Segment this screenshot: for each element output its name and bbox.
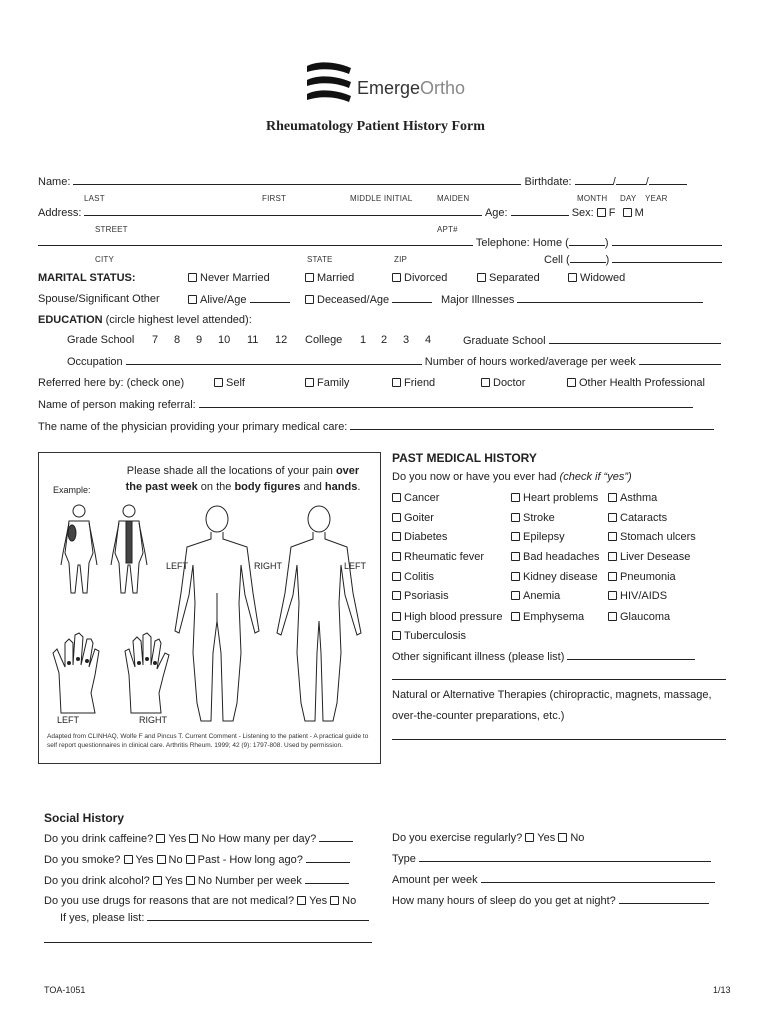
referral-self-label: Self	[226, 377, 245, 389]
education-label: EDUCATION	[38, 314, 103, 326]
telephone-label: Telephone: Home (	[475, 237, 569, 249]
other-illness-label: Other significant illness (please list)	[392, 651, 565, 663]
logo-word-b: Ortho	[420, 78, 466, 98]
college-2[interactable]: 2	[381, 334, 388, 346]
sub-state: STATE	[307, 255, 333, 264]
page-title: Rheumatology Patient History Form	[266, 119, 485, 134]
sub-day: DAY	[620, 194, 637, 203]
education-label-rest: (circle highest level attended):	[102, 314, 252, 326]
pmh-cataracts-checkbox[interactable]	[608, 513, 617, 522]
home-phone-field[interactable]	[612, 236, 722, 246]
sub-first: FIRST	[262, 194, 287, 203]
left-hand-icon	[53, 633, 99, 713]
drugs-list-field-2[interactable]	[44, 933, 372, 943]
sleep-label: How many hours of sleep do you get at night?	[392, 895, 616, 907]
exercise-no-label: No	[570, 832, 585, 844]
referral-doctor-label: Doctor	[493, 377, 526, 389]
grade-8[interactable]: 8	[174, 334, 181, 346]
sex-label: Sex:	[571, 207, 594, 219]
marital-married-label: Married	[317, 272, 355, 284]
telephone-paren: )	[604, 237, 609, 249]
pmh-anemia-label: Anemia	[523, 590, 561, 602]
address-label: Address:	[38, 207, 82, 219]
birth-year-field[interactable]	[649, 175, 687, 185]
occupation-field[interactable]	[126, 355, 422, 365]
hand-right-label: RIGHT	[139, 715, 167, 725]
college-4[interactable]: 4	[425, 334, 432, 346]
pmh-rheumatic-checkbox[interactable]	[392, 552, 401, 561]
pmh-ulcers-label: Stomach ulcers	[620, 531, 696, 543]
pmh-anemia-checkbox[interactable]	[511, 591, 520, 600]
smoke-label: Do you smoke?	[44, 854, 121, 866]
example-front-figure-icon	[61, 505, 97, 593]
cell-label: Cell (	[544, 254, 570, 266]
pmh-cataracts-label: Cataracts	[620, 512, 668, 524]
physician-label: The name of the physician providing your primary medical care:	[38, 421, 348, 433]
back-left-label: LEFT	[166, 561, 189, 571]
citation: Adapted from CLINHAQ, Wolfe F and Pincus T. Current Comment - Listening to the patient - A practical guide to self report questionnaires in clinical care. Arthritis Rheum. 1999; 42 (9): 1797-808. Used by permission.	[47, 733, 369, 749]
pmh-headaches-label: Bad headaches	[523, 551, 600, 563]
phone-area-field[interactable]	[569, 236, 605, 246]
grade-11[interactable]: 11	[247, 334, 259, 346]
pmh-glaucoma-label: Glaucoma	[620, 611, 671, 623]
pmh-hbp-checkbox[interactable]	[392, 612, 401, 621]
spouse-label: Spouse/Significant Other	[38, 293, 160, 305]
sub-middle: MIDDLE INITIAL	[350, 194, 413, 203]
cell-paren: )	[605, 254, 610, 266]
logo-word-a: Emerge	[357, 78, 421, 98]
pmh-heart-checkbox[interactable]	[511, 493, 520, 502]
body-figures-drawing[interactable]	[39, 453, 380, 733]
pmh-diabetes-label: Diabetes	[404, 531, 448, 543]
referral-family-label: Family	[317, 377, 350, 389]
grade-10[interactable]: 10	[218, 334, 231, 346]
pmh-stroke-checkbox[interactable]	[511, 513, 520, 522]
pmh-pneumonia-checkbox[interactable]	[608, 572, 617, 581]
marital-status-label: MARITAL STATUS:	[38, 272, 136, 284]
drugs-list-field[interactable]	[147, 911, 369, 921]
example-back-figure-icon	[111, 505, 147, 593]
smoke-past-label: Past - How long ago?	[197, 854, 303, 866]
grade-7[interactable]: 7	[152, 334, 159, 346]
referral-doctor-checkbox[interactable]	[481, 378, 490, 387]
pmh-kidney-checkbox[interactable]	[511, 572, 520, 581]
alcohol-no-label: No	[197, 875, 212, 887]
marital-married-checkbox[interactable]	[305, 273, 314, 282]
pmh-colitis-label: Colitis	[404, 571, 434, 583]
pmh-epilepsy-checkbox[interactable]	[511, 532, 520, 541]
other-illness-field-2[interactable]	[392, 670, 726, 680]
occupation-label: Occupation	[67, 356, 123, 368]
sub-apt: APT#	[437, 225, 458, 234]
instr-period: .	[357, 481, 361, 493]
pmh-intro: Do you now or have you ever had	[392, 471, 560, 483]
spouse-alive-label: Alive/Age	[200, 294, 247, 306]
instr-over: over	[335, 465, 360, 477]
grade-9[interactable]: 9	[196, 334, 203, 346]
age-field[interactable]	[511, 206, 569, 216]
pmh-hbp-label: High blood pressure	[404, 611, 503, 623]
age-label: Age:	[484, 207, 508, 219]
graduate-school-field[interactable]	[549, 334, 721, 344]
exercise-yes-checkbox[interactable]	[525, 833, 534, 842]
pmh-tuberculosis-label: Tuberculosis	[404, 630, 466, 642]
pmh-hiv-label: HIV/AIDS	[620, 590, 668, 602]
referral-name-field[interactable]	[199, 398, 693, 408]
instr-1: Please shade all the locations of your pain	[126, 465, 336, 477]
drugs-no-label: No	[342, 895, 357, 907]
caffeine-yes-checkbox[interactable]	[156, 834, 165, 843]
marital-widowed-label: Widowed	[580, 272, 626, 284]
caffeine-no-label: No	[201, 833, 216, 845]
natural-therapies-field[interactable]	[392, 730, 726, 740]
birthdate-label: Birthdate:	[524, 176, 572, 188]
alcohol-label: Do you drink alcohol?	[44, 875, 150, 887]
grade-school-label: Grade School	[67, 334, 135, 346]
pmh-tuberculosis-checkbox[interactable]	[392, 631, 401, 640]
pmh-goiter-label: Goiter	[404, 512, 434, 524]
college-label: College	[305, 334, 343, 346]
major-illnesses-label: Major Illnesses	[441, 294, 515, 306]
physician-field[interactable]	[350, 420, 714, 430]
college-3[interactable]: 3	[403, 334, 410, 346]
exercise-no-checkbox[interactable]	[558, 833, 567, 842]
sex-m-label: M	[634, 207, 644, 219]
referral-other-label: Other Health Professional	[579, 377, 705, 389]
pmh-heart-label: Heart problems	[523, 492, 599, 504]
smoke-no-checkbox[interactable]	[157, 855, 166, 864]
pmh-glaucoma-checkbox[interactable]	[608, 612, 617, 621]
sub-month: MONTH	[577, 194, 608, 203]
spouse-deceased-label: Deceased/Age	[317, 294, 390, 306]
instr-hands: hands	[324, 481, 358, 493]
pmh-psoriasis-label: Psoriasis	[404, 590, 449, 602]
other-illness-field[interactable]	[567, 650, 695, 660]
alcohol-yes-label: Yes	[164, 875, 183, 887]
exercise-amount-field[interactable]	[481, 873, 715, 883]
referral-other-checkbox[interactable]	[567, 378, 576, 387]
major-illnesses-field[interactable]	[517, 293, 703, 303]
smoke-yes-checkbox[interactable]	[124, 855, 133, 864]
pmh-liver-label: Liver Desease	[620, 551, 691, 563]
instr-and: and	[300, 481, 325, 493]
sex-m-checkbox[interactable]	[623, 208, 632, 217]
caffeine-per-day-field[interactable]	[319, 832, 353, 842]
sleep-field[interactable]	[619, 894, 709, 904]
smoke-past-checkbox[interactable]	[186, 855, 195, 864]
alcohol-number-label: Number per week	[215, 875, 302, 887]
marital-divorced-label: Divorced	[404, 272, 448, 284]
spouse-alive-checkbox[interactable]	[188, 295, 197, 304]
pmh-epilepsy-label: Epilepsy	[523, 531, 565, 543]
marital-never-checkbox[interactable]	[188, 273, 197, 282]
sex-f-label: F	[608, 207, 616, 219]
instr-on-the: on the	[197, 481, 235, 493]
back-right-label: RIGHT	[254, 561, 282, 571]
smoke-how-long-field[interactable]	[306, 853, 350, 863]
hours-field[interactable]	[639, 355, 721, 365]
referral-label: Referred here by: (check one)	[38, 377, 185, 389]
pmh-title: PAST MEDICAL HISTORY	[392, 451, 537, 465]
pmh-rheumatic-label: Rheumatic fever	[404, 551, 485, 563]
exercise-type-field[interactable]	[419, 852, 711, 862]
exercise-yes-label: Yes	[537, 832, 556, 844]
sub-city: CITY	[95, 255, 115, 264]
sub-zip: ZIP	[394, 255, 408, 264]
drugs-yes-checkbox[interactable]	[297, 896, 306, 905]
alcohol-no-checkbox[interactable]	[186, 876, 195, 885]
spouse-deceased-checkbox[interactable]	[305, 295, 314, 304]
city-state-zip-field[interactable]	[38, 236, 473, 246]
form-code: TOA-1051	[44, 985, 86, 995]
caffeine-yes-label: Yes	[168, 833, 187, 845]
large-back-figure-icon	[175, 506, 259, 721]
instr-past-week: the past week	[125, 481, 198, 493]
caffeine-label: Do you drink caffeine?	[44, 833, 154, 845]
pmh-intro-italic: (check if “yes”)	[559, 471, 632, 483]
pmh-goiter-checkbox[interactable]	[392, 513, 401, 522]
referral-name-label: Name of person making referral:	[38, 399, 196, 411]
marital-widowed-checkbox[interactable]	[568, 273, 577, 282]
marital-separated-label: Separated	[489, 272, 540, 284]
marital-never-label: Never Married	[200, 272, 270, 284]
drugs-yes-label: Yes	[309, 895, 328, 907]
hand-left-label: LEFT	[57, 715, 80, 725]
birth-month-field[interactable]	[575, 175, 613, 185]
drugs-list-label: If yes, please list:	[60, 912, 145, 924]
sex-f-checkbox[interactable]	[597, 208, 606, 217]
alcohol-per-week-field[interactable]	[305, 874, 349, 884]
logo-mark-icon	[305, 60, 353, 112]
referral-self-checkbox[interactable]	[214, 378, 223, 387]
pmh-headaches-checkbox[interactable]	[511, 552, 520, 561]
marital-separated-checkbox[interactable]	[477, 273, 486, 282]
sub-maiden: MAIDEN	[437, 194, 470, 203]
hours-label: Number of hours worked/average per week	[424, 356, 636, 368]
right-hand-icon	[125, 633, 169, 713]
drugs-no-checkbox[interactable]	[330, 896, 339, 905]
exercise-type-label: Type	[392, 853, 416, 865]
pmh-diabetes-checkbox[interactable]	[392, 532, 401, 541]
spouse-deceased-age-field[interactable]	[392, 293, 432, 303]
spouse-alive-age-field[interactable]	[250, 293, 290, 303]
name-label: Name:	[38, 176, 71, 188]
front-left-label: LEFT	[344, 561, 367, 571]
pmh-emphysema-checkbox[interactable]	[511, 612, 520, 621]
drugs-label: Do you use drugs for reasons that are not medical?	[44, 895, 295, 907]
referral-friend-checkbox[interactable]	[392, 378, 401, 387]
birth-day-field[interactable]	[616, 175, 646, 185]
referral-family-checkbox[interactable]	[305, 378, 314, 387]
sub-street: STREET	[95, 225, 128, 234]
pmh-pneumonia-label: Pneumonia	[620, 571, 676, 583]
alcohol-yes-checkbox[interactable]	[153, 876, 162, 885]
page-number: 1/13	[713, 985, 731, 995]
pmh-asthma-checkbox[interactable]	[608, 493, 617, 502]
large-front-figure-icon	[277, 506, 361, 721]
pmh-asthma-label: Asthma	[620, 492, 658, 504]
pmh-psoriasis-checkbox[interactable]	[392, 591, 401, 600]
marital-divorced-checkbox[interactable]	[392, 273, 401, 282]
smoke-no-label: No	[168, 854, 183, 866]
address-field[interactable]	[84, 206, 482, 216]
pmh-colitis-checkbox[interactable]	[392, 572, 401, 581]
pmh-hiv-checkbox[interactable]	[608, 591, 617, 600]
pmh-stroke-label: Stroke	[523, 512, 555, 524]
social-title: Social History	[44, 811, 125, 825]
college-1[interactable]: 1	[360, 334, 367, 346]
pmh-liver-checkbox[interactable]	[608, 552, 617, 561]
pain-diagram-box	[38, 452, 381, 764]
example-label: Example:	[53, 485, 91, 495]
natural-therapies-label-2: over-the-counter preparations, etc.)	[392, 710, 565, 722]
name-field[interactable]	[73, 175, 521, 185]
exercise-amount-label: Amount per week	[392, 874, 478, 886]
sub-last: LAST	[84, 194, 105, 203]
cell-area-field[interactable]	[570, 253, 606, 263]
pmh-cancer-checkbox[interactable]	[392, 493, 401, 502]
instr-body-figures: body figures	[234, 481, 301, 493]
smoke-yes-label: Yes	[135, 854, 154, 866]
cell-phone-field[interactable]	[612, 253, 722, 263]
exercise-label: Do you exercise regularly?	[392, 832, 523, 844]
natural-therapies-label-1: Natural or Alternative Therapies (chiropractic, magnets, massage,	[392, 689, 712, 701]
pmh-cancer-label: Cancer	[404, 492, 440, 504]
grade-12[interactable]: 12	[275, 334, 288, 346]
pmh-emphysema-label: Emphysema	[523, 611, 585, 623]
graduate-school-label: Graduate School	[463, 335, 546, 347]
referral-friend-label: Friend	[404, 377, 436, 389]
pmh-ulcers-checkbox[interactable]	[608, 532, 617, 541]
caffeine-no-checkbox[interactable]	[189, 834, 198, 843]
sub-year: YEAR	[645, 194, 668, 203]
pmh-kidney-label: Kidney disease	[523, 571, 598, 583]
caffeine-how-label: How many per day?	[218, 833, 317, 845]
